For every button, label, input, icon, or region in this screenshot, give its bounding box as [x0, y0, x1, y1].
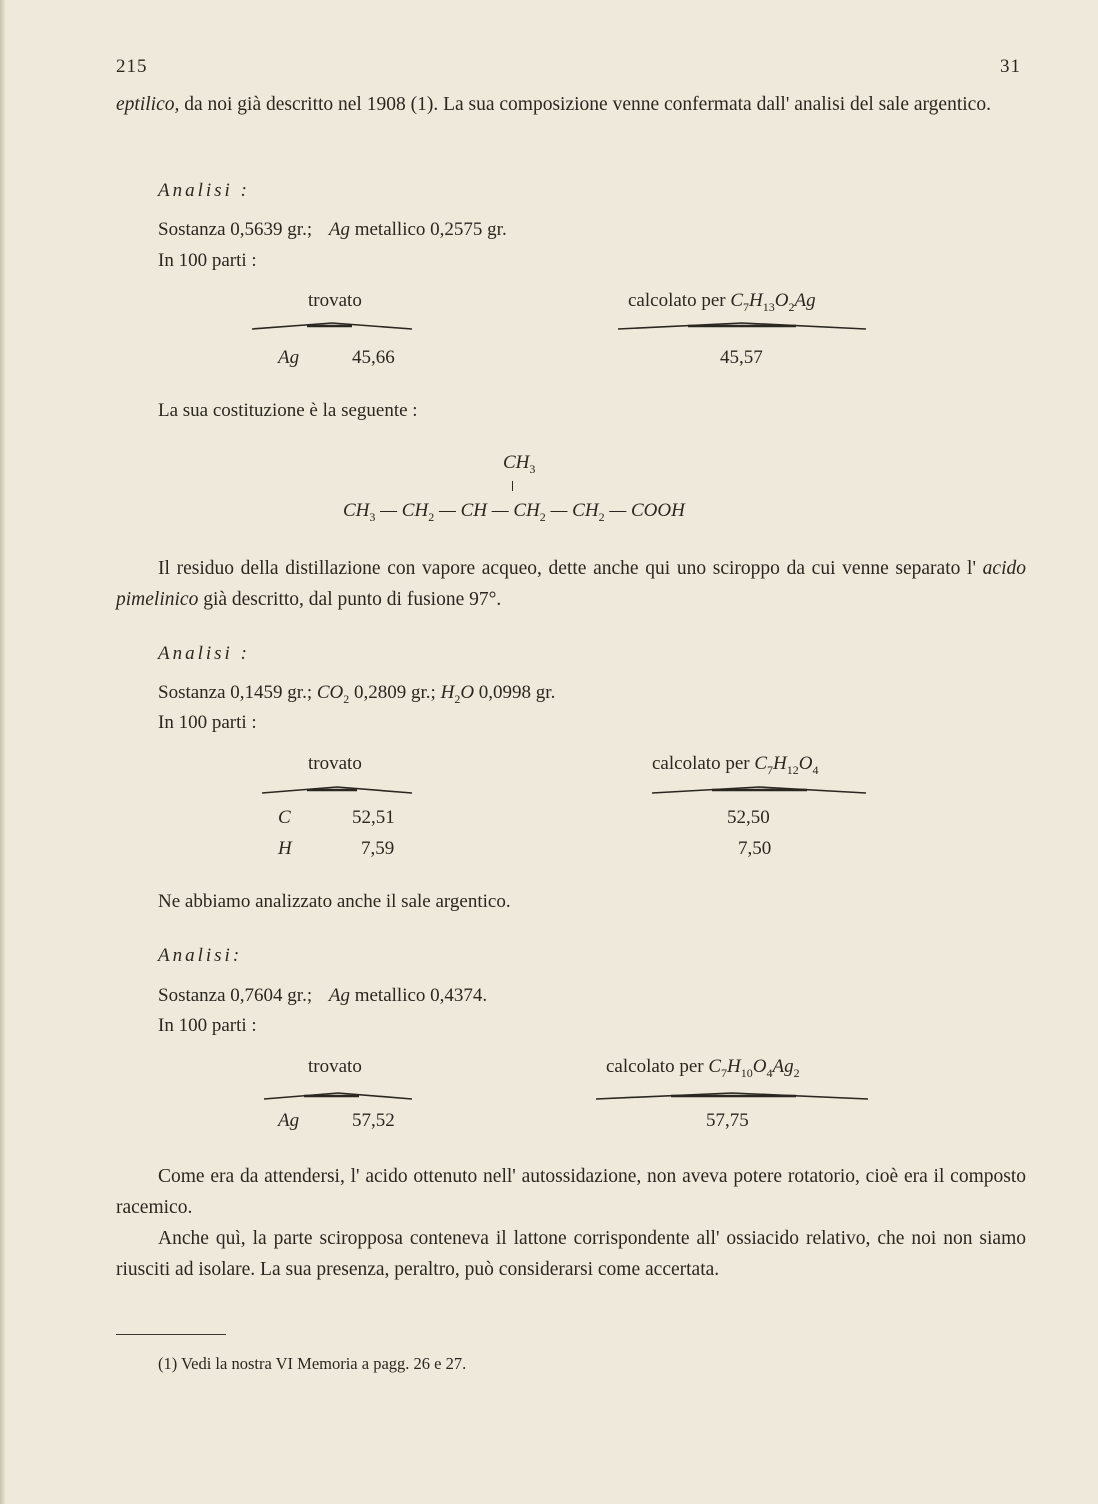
analysis3-row-found: 57,52	[352, 1110, 395, 1131]
constitution-bond	[512, 481, 513, 491]
analysis1-row-calc: 45,57	[720, 347, 763, 368]
analysis2-calcolato-prefix: calcolato per	[652, 753, 750, 774]
analysis2-row2-symbol: H	[278, 838, 292, 859]
analysis2-calcolato	[652, 753, 819, 778]
analysis3-row-symbol: Ag	[278, 1110, 300, 1131]
analysis2-trovato: trovato	[308, 753, 362, 774]
closing-paragraph-1: Come era da attendersi, l' acido ottenuto nell' autossidazione, non aveva potere rotatorio, cioè era il composto racemico.	[116, 1166, 1026, 1218]
analysis2-row1-symbol: C	[278, 807, 291, 828]
intro-text: da noi già descritto nel 1908 (1). La sua composizione venne confermata dall' analisi del sale argentico.	[179, 94, 991, 115]
analysis3-calcolato	[606, 1056, 800, 1081]
analysis1-row-symbol: Ag	[278, 347, 300, 368]
analysis3-row-calc: 57,75	[706, 1110, 749, 1131]
analysis1-formula: $C_7H_{13}O_2Ag$	[730, 290, 816, 314]
closing-paragraph-2: Anche quì, la parte sciropposa conteneva il lattone corrispondente all' ossiacido relativo, che noi non siamo riusciti ad isolare. La sua presenza, peraltro, può considerarsi come accertata.	[116, 1228, 1026, 1280]
residue-text-before: Il residuo della distillazione con vapore acqueo, dette anche qui uno sciroppo da cui venne separato l'	[158, 558, 983, 579]
analysis1-line1-a: Sostanza 0,5639 gr.;	[158, 219, 313, 240]
analysis3-heading: Analisi:	[158, 945, 243, 966]
residue-italic: acido pimelinico	[116, 558, 1026, 610]
silver-salt-text: Ne abbiamo analizzato anche il sale argentico.	[158, 891, 511, 912]
footnote-rule	[116, 1334, 226, 1335]
analysis1-brace-calcolato	[618, 322, 866, 330]
analysis1-line1-sym: Ag	[328, 219, 350, 240]
analysis1-line1	[158, 219, 507, 241]
analysis1-brace-trovato	[252, 322, 412, 330]
analysis3-line1-a: Sostanza 0,7604 gr.;	[158, 985, 313, 1006]
analysis2-line1-b: 0,2809 gr.;	[354, 682, 436, 703]
analysis2-line1	[158, 682, 555, 707]
analysis1-calcolato-prefix: calcolato per	[628, 290, 726, 311]
residue-text-after: già descritto, dal punto di fusione 97°.	[198, 588, 502, 610]
analysis2-row1-found: 52,51	[352, 807, 395, 828]
analysis2-line1-c: 0,0998 gr.	[478, 682, 556, 703]
analysis2-row2-found: 7,59	[361, 838, 395, 859]
analysis2-line2: In 100 parti :	[158, 712, 257, 733]
analysis3-line1	[158, 985, 487, 1007]
analysis3-trovato: trovato	[308, 1056, 362, 1077]
analysis3-formula: $C_7H_{10}O_4Ag_2$	[708, 1056, 800, 1080]
analysis1-line1-b: metallico 0,2575 gr.	[354, 219, 507, 240]
analysis3-line1-b: metallico 0,4374.	[354, 985, 488, 1006]
constitution-branch: $CH_3$	[503, 452, 536, 476]
analysis2-co2: $CO_2$	[316, 682, 350, 706]
constitution-text: La sua costituzione è la seguente :	[158, 400, 418, 421]
page-edge	[0, 0, 6, 1504]
residue-paragraph	[116, 554, 1026, 615]
analysis1-row-found: 45,66	[352, 347, 395, 368]
analysis2-brace-calcolato	[652, 786, 866, 794]
analysis2-formula: $C_7H_{12}O_4$	[754, 753, 819, 777]
analysis1-heading: Analisi :	[158, 180, 250, 201]
analysis3-brace-calcolato	[596, 1092, 868, 1100]
analysis2-brace-trovato	[262, 786, 412, 794]
left-page-number: 215	[116, 56, 148, 77]
intro-paragraph	[116, 90, 1026, 121]
analysis2-line1-a: Sostanza 0,1459 gr.;	[158, 682, 313, 703]
analysis1-line2: In 100 parti :	[158, 250, 257, 271]
analysis3-line1-sym: Ag	[328, 985, 350, 1006]
intro-italic: eptilico,	[116, 94, 180, 115]
analysis3-line2: In 100 parti :	[158, 1015, 257, 1036]
right-page-number: 31	[1000, 56, 1021, 77]
analysis2-row2-calc: 7,50	[738, 838, 772, 859]
analysis3-brace-trovato	[264, 1092, 412, 1100]
footnote-text: (1) Vedi la nostra VI Memoria a pagg. 26 e 27.	[158, 1354, 467, 1373]
constitution-chain: $CH_3$ — $CH_2$ — CH — $CH_2$ — $CH_2$ — COOH	[343, 500, 685, 524]
analysis2-heading: Analisi :	[158, 643, 250, 664]
analysis1-calcolato	[628, 290, 816, 315]
analysis3-calcolato-prefix: calcolato per	[606, 1056, 704, 1077]
analysis2-row1-calc: 52,50	[727, 807, 770, 828]
analysis2-h2o: $H_2O$	[440, 682, 475, 706]
analysis1-trovato: trovato	[308, 290, 362, 311]
